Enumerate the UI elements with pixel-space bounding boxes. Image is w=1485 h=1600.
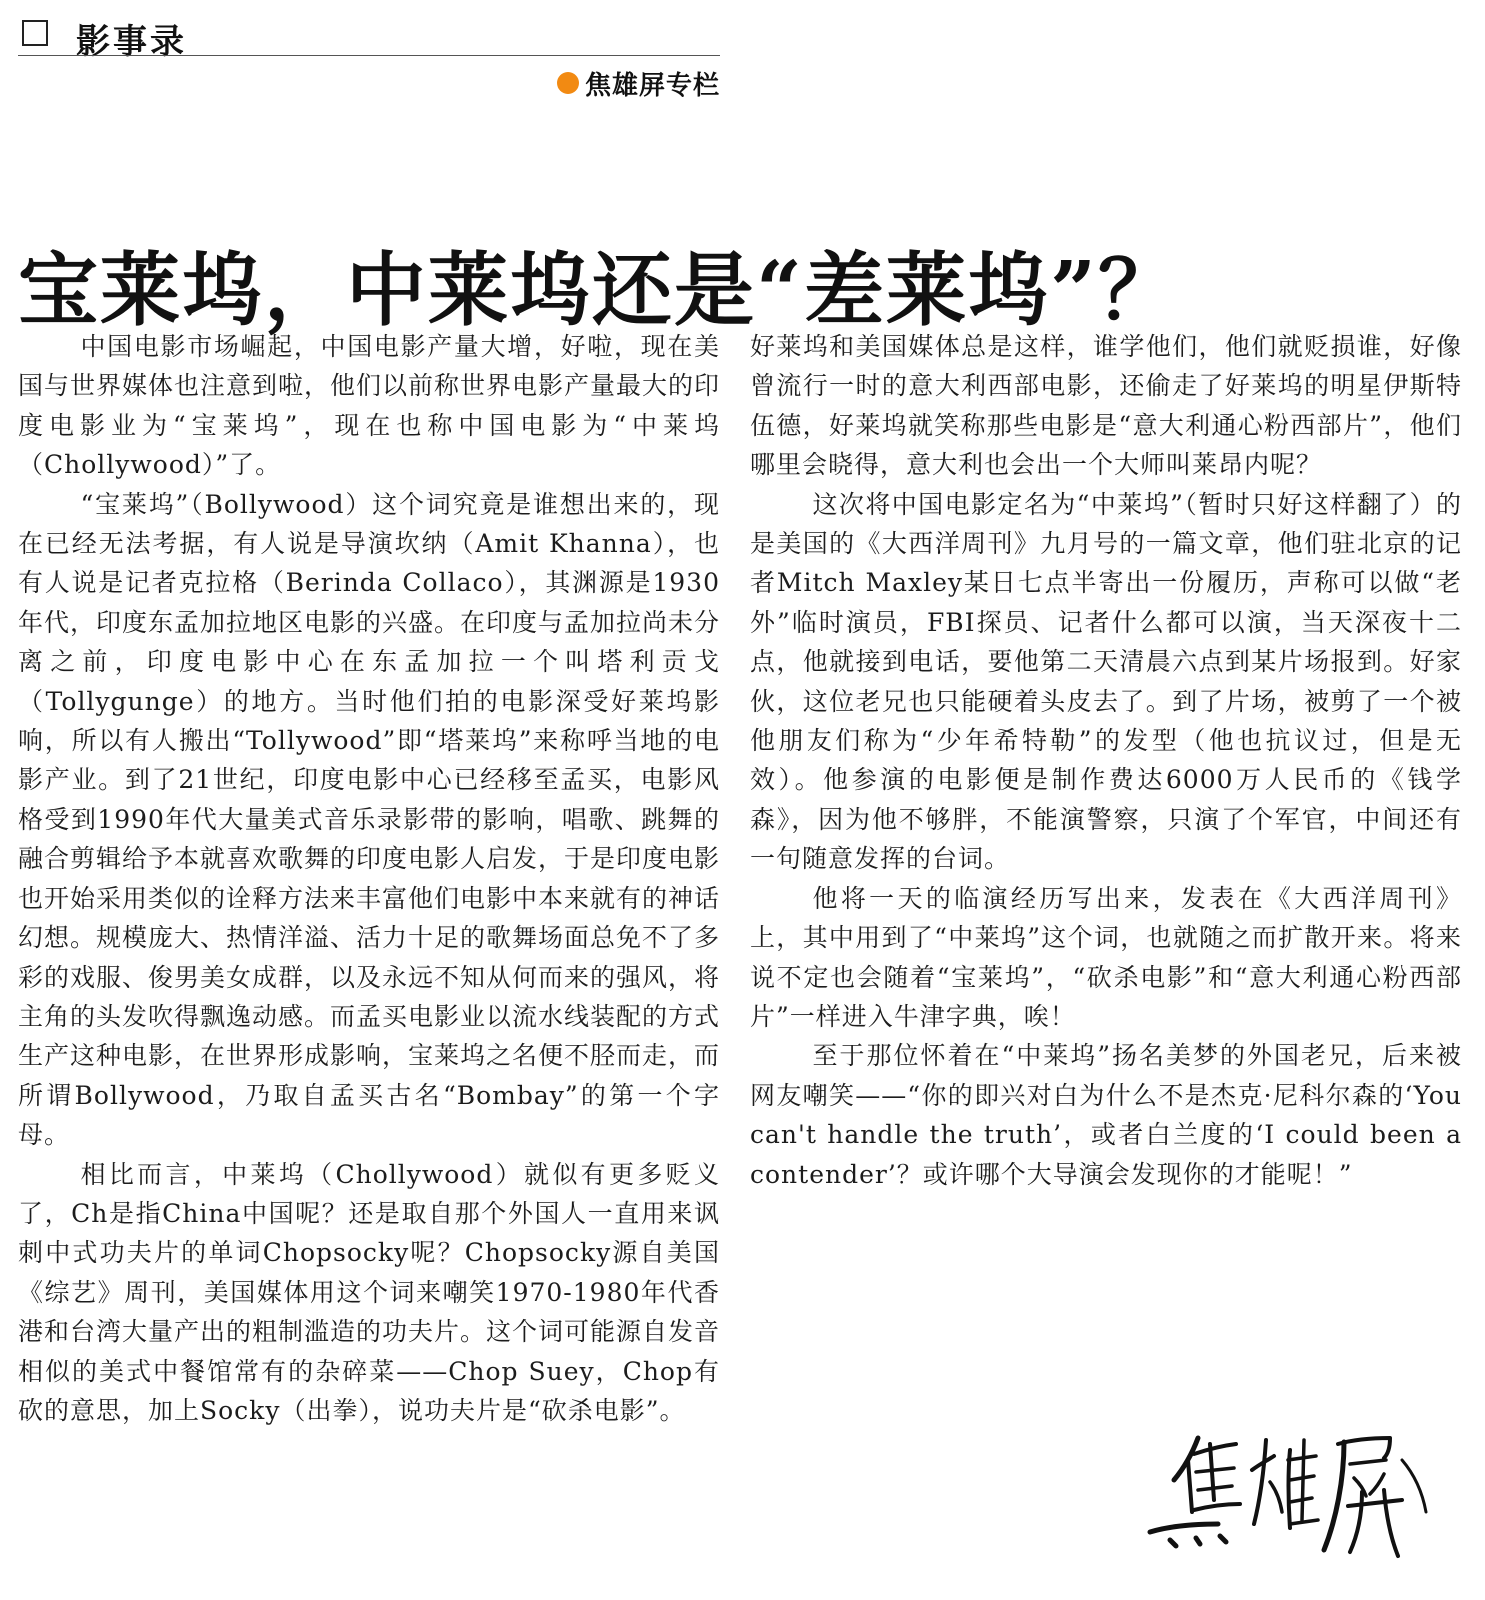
byline: [538, 66, 720, 100]
orange-dot-icon: [557, 72, 579, 94]
column-header: [18, 14, 720, 62]
article-column-left: [18, 327, 720, 1552]
paragraph: 中国电影市场崛起，中国电影产量大增，好啦，现在美国与世界媒体也注意到啦，他们以前称世界电影产量最大的印度电影业为“宝莱坞”，现在也称中国电影为“中莱坞（Chollywood）”了。: [18, 332, 720, 480]
column-name: 影事录: [76, 22, 187, 62]
article-column-right: [750, 327, 1462, 1552]
paragraph: 相比而言，中莱坞（Chollywood）就似有更多贬义了，Ch是指China中国呢？还是取自那个外国人一直用来讽刺中式功夫片的单词Chopsocky呢？Chopsocky源自美国《综艺》周刊，美国媒体用这个词来嘲笑1970-1980年代香港和台湾大量产出的粗制滥造的功夫片。这个词可能源自发音相似的美式中餐馆常有的杂碎菜——Chop Suey，Chop有砍的意思，加上Socky（出拳），说功夫片是“砍杀电影”。: [18, 1159, 720, 1425]
paragraph: “宝莱坞”（Bollywood）这个词究竟是谁想出来的，现在已经无法考据，有人说是导演坎纳（Amit Khanna），也有人说是记者克拉格（Berinda Collaco），其渊源是1930年代，印度东孟加拉地区电影的兴盛。在印度与孟加拉尚未分离之前，印度电影中心在东孟加拉一个叫塔利贡戈（Tollygunge）的地方。当时他们拍的电影深受好莱坞影响，所以有人搬出“Tollywood”即“塔莱坞”来称呼当地的电影产业。到了21世纪，印度电影中心已经移至孟买，电影风格受到1990年代大量美式音乐录影带的影响，唱歌、跳舞的融合剪辑给予本就喜欢歌舞的印度电影人启发，于是印度电影也开始采用类似的诠释方法来丰富他们电影中本来就有的神话幻想。规模庞大、热情洋溢、活力十足的歌舞场面总免不了多彩的戏服、俊男美女成群，以及永远不知从何而来的强风，将主角的头发吹得飘逸动感。而孟买电影业以流水线装配的方式生产这种电影，在世界形成影响，宝莱坞之名便不胫而走，而所谓Bollywood，乃取自孟买古名“Bombay”的第一个字母。: [18, 489, 720, 1150]
paragraph: 至于那位怀着在“中莱坞”扬名美梦的外国老兄，后来被网友嘲笑——“你的即兴对白为什么不是杰克·尼科尔森的‘You can't handle the truth’，或者白兰度的‘I could been a contender’？或许哪个大导演会发现你的才能呢！”: [750, 1041, 1462, 1189]
paragraph: 这次将中国电影定名为“中莱坞”（暂时只好这样翻了）的是美国的《大西洋周刊》九月号的一篇文章，他们驻北京的记者Mitch Maxley某日七点半寄出一份履历，声称可以做“老外”临时演员，FBI探员、记者什么都可以演，当天深夜十二点，他就接到电话，要他第二天清晨六点到某片场报到。好家伙，这位老兄也只能硬着头皮去了。到了片场，被剪了一个被他朋友们称为“少年希特勒”的发型（他也抗议过，但是无效）。他参演的电影便是制作费达6000万人民币的《钱学森》，因为他不够胖，不能演警察，只演了个军官，中间还有一句随意发挥的台词。: [750, 489, 1462, 874]
header-rule: [18, 55, 720, 56]
headline: 宝莱坞，中莱坞还是“差莱坞”？: [18, 242, 1181, 337]
byline-text: 焦雄屏专栏: [584, 70, 720, 101]
author-signature: [1140, 1420, 1440, 1560]
column-square-icon: [22, 20, 48, 46]
paragraph: 好莱坞和美国媒体总是这样，谁学他们，他们就贬损谁，好像曾流行一时的意大利西部电影，还偷走了好莱坞的明星伊斯特伍德，好莱坞就笑称那些电影是“意大利通心粉西部片”，他们哪里会晓得，意大利也会出一个大师叫莱昂内呢？: [750, 332, 1462, 480]
paragraph: 他将一天的临演经历写出来，发表在《大西洋周刊》上，其中用到了“中莱坞”这个词，也就随之而扩散开来。将来说不定也会随着“宝莱坞”，“砍杀电影”和“意大利通心粉西部片”一样进入牛津字典，唉！: [750, 883, 1462, 1031]
